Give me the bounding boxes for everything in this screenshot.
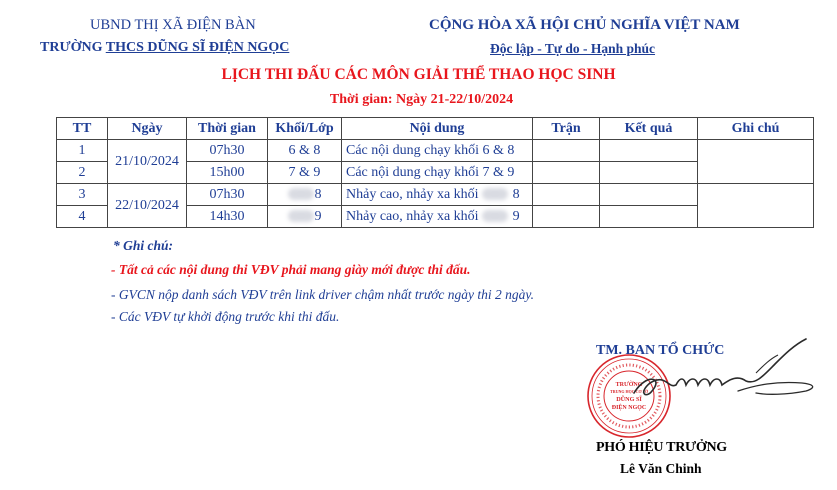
redacted-mark (288, 210, 314, 222)
cell-time: 07h30 (187, 184, 268, 206)
cell-content-text: Nhảy cao, nhảy xa khối (346, 186, 479, 202)
cell-content-end: 8 (512, 186, 520, 202)
cell-grade-text: 8 (314, 186, 322, 202)
header-result: Kết quả (600, 118, 698, 140)
header-tt: TT (57, 118, 108, 140)
cell-content (342, 184, 533, 206)
note-item: - Tất cả các nội dung thi VĐV phải mang giày mới được thi đấu. (111, 262, 471, 277)
handwritten-signature (606, 333, 830, 417)
cell-match (533, 184, 600, 206)
seal-line: DŨNG SĨ (616, 396, 642, 403)
cell-grade: 6 & 8 (268, 140, 342, 162)
cell-date: 21/10/2024 (108, 140, 187, 184)
document-subtitle: Thời gian: Ngày 21-22/10/2024 (329, 92, 514, 107)
cell-tt: 4 (57, 206, 108, 228)
cell-result (600, 162, 698, 184)
seal-line: TRUNG HỌC CƠ SỞ (610, 389, 648, 394)
cell-date: 22/10/2024 (108, 184, 187, 228)
signer-name: Lê Văn Chinh (620, 461, 702, 476)
header-grade: Khối/Lớp (268, 118, 342, 140)
cell-content: Các nội dung chạy khối 7 & 9 (342, 162, 533, 184)
notes-heading: * Ghi chú: (113, 238, 174, 253)
redacted-mark (482, 188, 508, 200)
school-name (40, 40, 289, 56)
cell-time: 15h00 (187, 162, 268, 184)
cell-result (600, 184, 698, 206)
cell-match (533, 162, 600, 184)
school-name-text: THCS DŨNG SĨ ĐIỆN NGỌC (105, 40, 290, 55)
agency-name: UBND THỊ XÃ ĐIỆN BÀN (90, 17, 256, 33)
cell-note (698, 140, 814, 184)
cell-match (533, 206, 600, 228)
table-row (57, 140, 814, 162)
note-item: - GVCN nộp danh sách VĐV trên link driver chậm nhất trước ngày thi 2 ngày. (111, 287, 535, 302)
cell-result (600, 206, 698, 228)
cell-grade-text: 9 (314, 208, 322, 224)
cell-note (698, 184, 814, 228)
cell-time: 07h30 (187, 140, 268, 162)
national-motto: Độc lập - Tự do - Hạnh phúc (490, 41, 656, 56)
school-prefix: TRƯỜNG (40, 40, 106, 55)
table-row (57, 184, 814, 206)
schedule-table (56, 117, 814, 228)
redacted-mark (482, 210, 508, 222)
header-date: Ngày (108, 118, 187, 140)
cell-grade (268, 206, 342, 228)
cell-grade (268, 184, 342, 206)
cell-result (600, 140, 698, 162)
document-title: LỊCH THI ĐẤU CÁC MÔN GIẢI THỂ THAO HỌC SINH (221, 66, 616, 83)
note-item: - Các VĐV tự khởi động trước khi thi đấu. (111, 309, 340, 324)
cell-grade: 7 & 9 (268, 162, 342, 184)
cell-time: 14h30 (187, 206, 268, 228)
nation-name: CỘNG HÒA XÃ HỘI CHỦ NGHĨA VIỆT NAM (429, 17, 740, 33)
cell-tt: 3 (57, 184, 108, 206)
cell-content (342, 206, 533, 228)
redacted-mark (288, 188, 314, 200)
header-match: Trận (533, 118, 600, 140)
cell-content-text: Nhảy cao, nhảy xa khối (346, 208, 479, 224)
header-note: Ghi chú (698, 118, 814, 140)
organizer-label: TM. BAN TỔ CHỨC (596, 343, 725, 358)
signer-position: PHÓ HIỆU TRƯỞNG (596, 440, 727, 455)
cell-content: Các nội dung chạy khối 6 & 8 (342, 140, 533, 162)
table-header-row (57, 118, 814, 140)
header-content: Nội dung (342, 118, 533, 140)
cell-match (533, 140, 600, 162)
header-time: Thời gian (187, 118, 268, 140)
seal-line: ĐIỆN NGỌC (611, 405, 647, 411)
seal-line: TRƯỜNG (615, 382, 643, 388)
cell-content-end: 9 (512, 208, 520, 224)
cell-tt: 2 (57, 162, 108, 184)
cell-tt: 1 (57, 140, 108, 162)
